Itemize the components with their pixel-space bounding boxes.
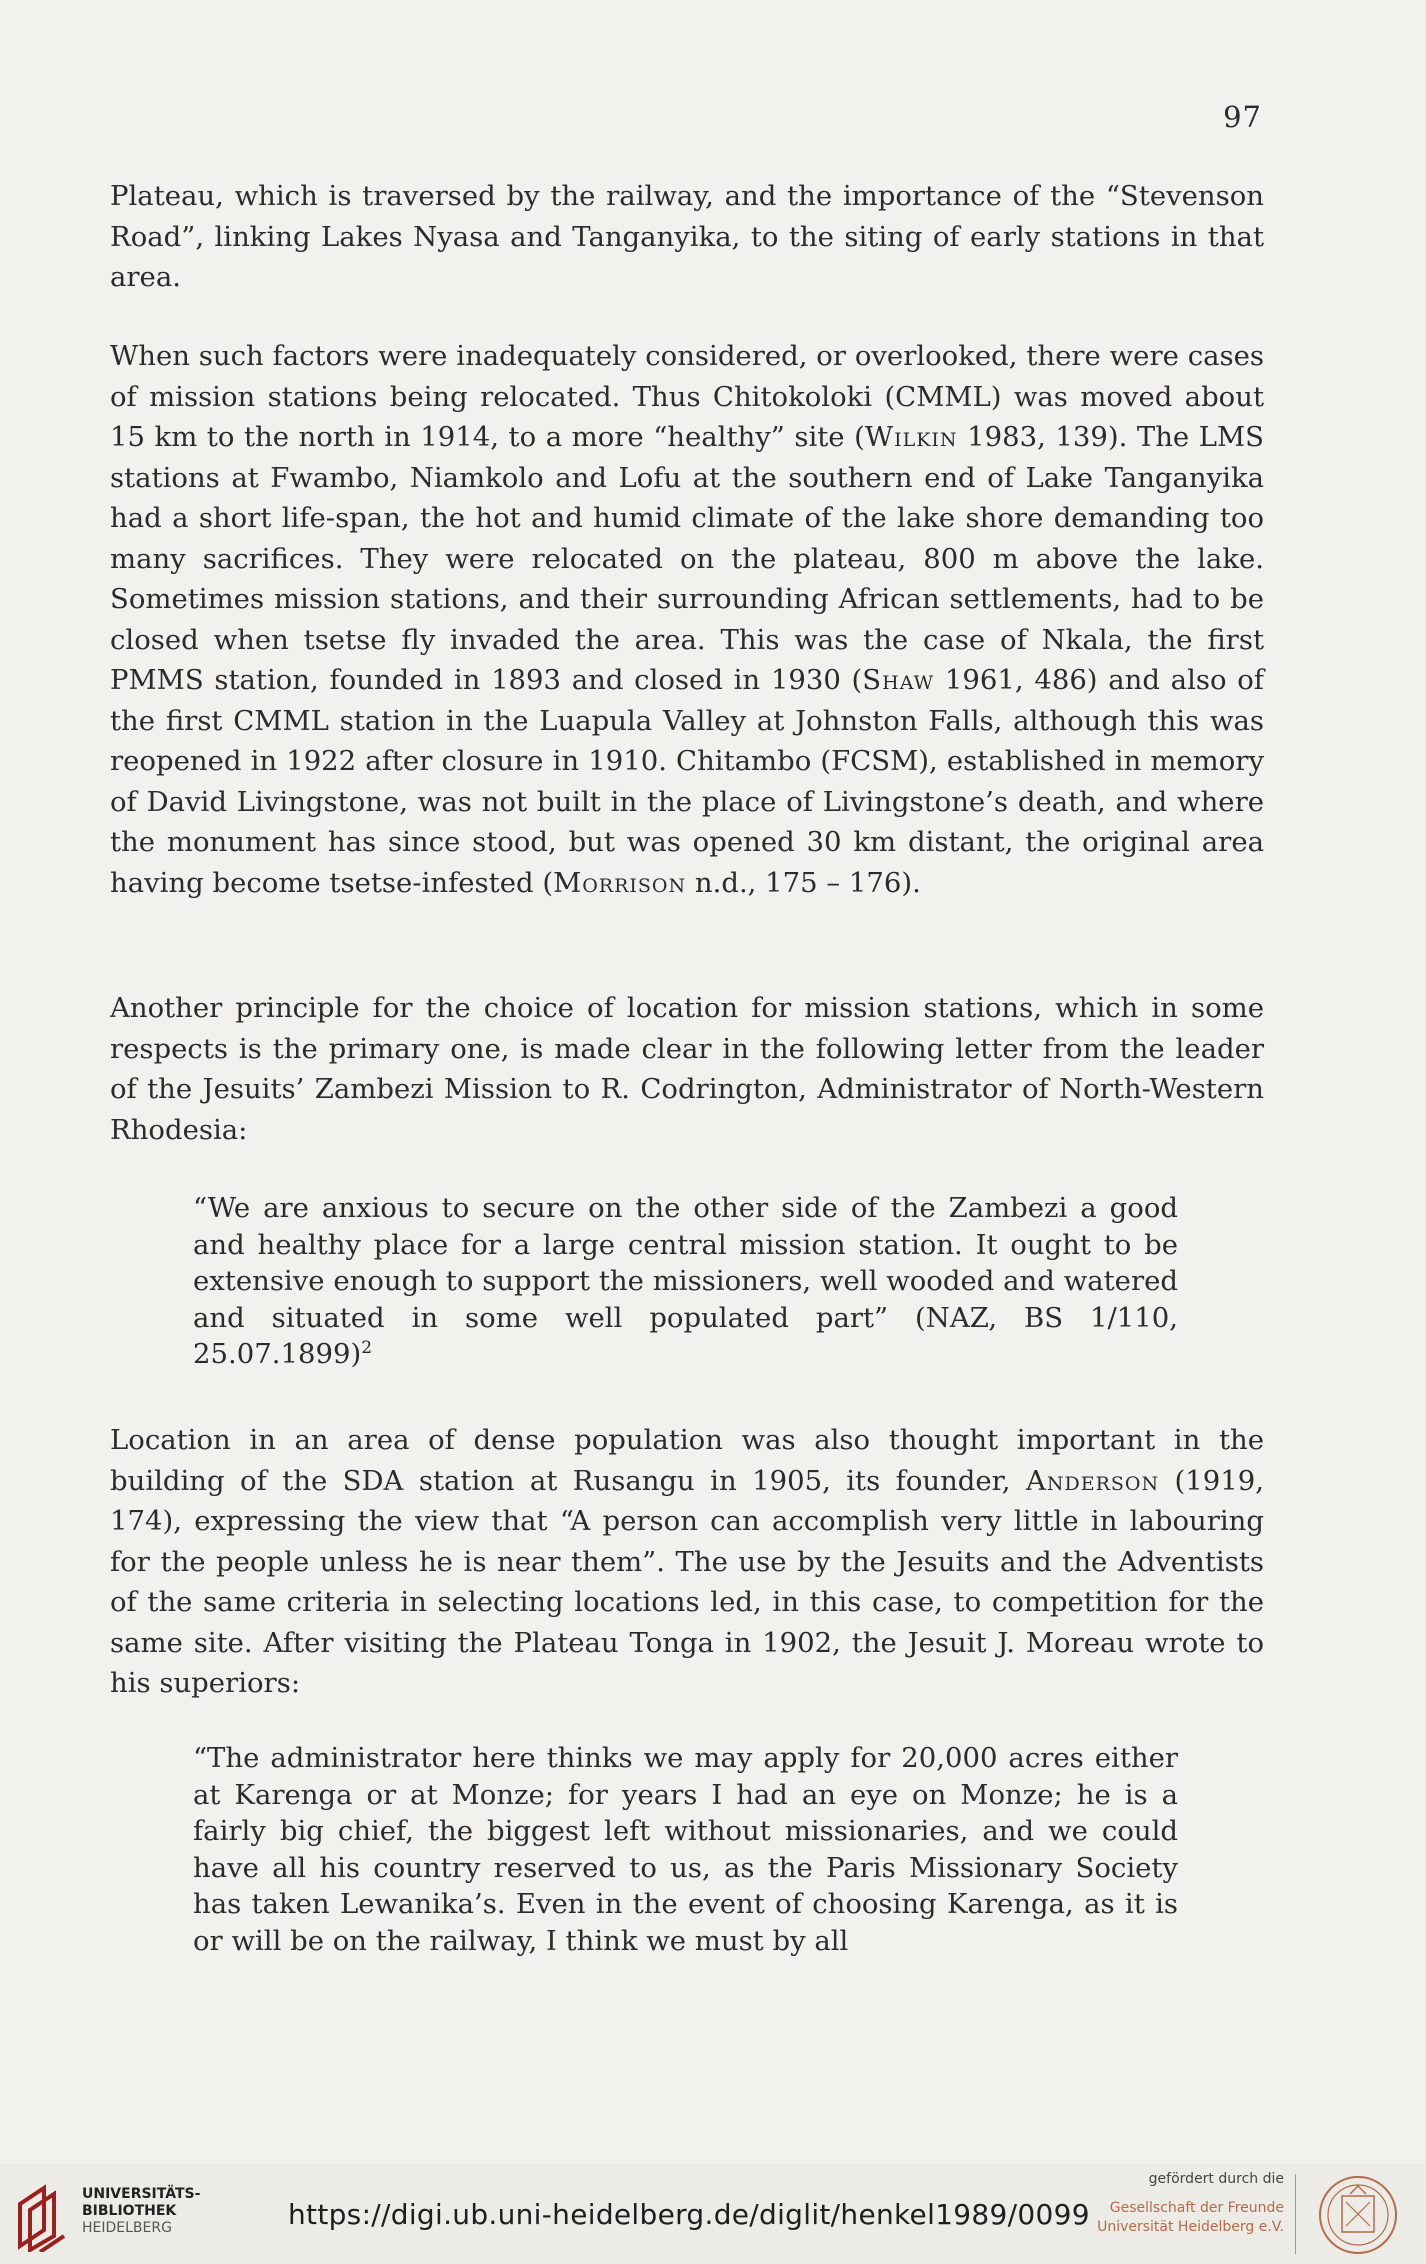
seal-icon[interactable] [1298, 2172, 1418, 2258]
ub-logo-icon[interactable] [14, 2182, 70, 2252]
sponsor-org-line2: Universität Heidelberg e.V. [1097, 2219, 1284, 2235]
author-morrison: Morrison [553, 866, 687, 899]
permalink-url[interactable]: https://digi.ub.uni-heidelberg.de/diglit/henkel1989/0099 [288, 2198, 1090, 2231]
library-name-line1: UNIVERSITÄTS- [82, 2186, 201, 2202]
footer-divider [1295, 2174, 1296, 2254]
library-name-line3: HEIDELBERG [82, 2220, 172, 2236]
author-wilkin: Wilkin [864, 421, 958, 453]
sponsor-credit[interactable] [1097, 2170, 1284, 2237]
digitization-footer [0, 2164, 1426, 2264]
block-quote-1 [193, 1190, 1178, 1373]
library-name[interactable] [82, 2186, 200, 2237]
paragraph-4 [110, 1420, 1264, 1704]
footnote-marker[interactable]: 2 [361, 1337, 373, 1358]
paragraph-2-text-c: 1961, 486) and also of the first CMML station in the Luapula Valley at Johnston Falls, although this was reopened in 1922 after closure in 1910. Chitambo (FCSM), established in memory of David Livingstone, was not built in the place of Livingstone’s death, and where the monument has since stood, but was opened 30 km distant, the original area having become tsetse-infested ( [110, 664, 1264, 899]
paragraph-2 [110, 336, 1264, 903]
paragraph-4-text-a: Location in an area of dense population was also thought important in the building of the SDA station at Rusangu in 1905, its founder, [110, 1424, 1264, 1497]
paragraph-1: Plateau, which is traversed by the railway, and the importance of the “Stevenson Road”, linking Lakes Nyasa and Tanganyika, to the siting of early stations in that area. [110, 180, 1264, 293]
page-number: 97 [1223, 100, 1262, 134]
sponsor-org-line1: Gesellschaft der Freunde [1109, 2200, 1284, 2216]
block-quote-1-text: “We are anxious to secure on the other side of the Zambezi a good and healthy place for a large central mission station. It ought to be extensive enough to support the missioners, well wooded and watered and situated in some well populated part” (NAZ, BS 1/110, 25.07.1899) [193, 1192, 1178, 1370]
sponsor-by: gefördert durch die [1148, 2171, 1284, 2187]
paragraph-2-text-a: When such factors were inadequately considered, or overlooked, there were cases of mission stations being relocated. Thus Chitokoloki (CMML) was moved about 15 km to the north in 1914, to a more “healthy” site ( [110, 340, 1264, 453]
author-anderson: Anderson [1025, 1464, 1160, 1497]
paragraph-4-text-b: (1919, 174), expressing the view that “A person can accomplish very little in labouring for the people unless he is near them”. The use by the Jesuits and the Adventists of the same criteria in selecting locations led, in this case, to competition for the same site. After visiting the Plateau Tonga in 1902, the Jesuit J. Moreau wrote to his superiors: [110, 1464, 1264, 1699]
author-shaw: Shaw [862, 664, 935, 696]
paragraph-2-text-b: 1983, 139). The LMS stations at Fwambo, Niamkolo and Lofu at the southern end of Lake Tanganyika had a short life-span, the hot and humid climate of the lake shore demanding too many sacrifices. They were relocated on the plateau, 800 m above the lake. Sometimes mission stations, and their surrounding African settlements, had to be closed when tsetse fly invaded the area. This was the case of Nkala, the first PMMS station, founded in 1893 and closed in 1930 ( [110, 421, 1264, 696]
paragraph-3: Another principle for the choice of location for mission stations, which in some respects is the primary one, is made clear in the following letter from the leader of the Jesuits’ Zambezi Mission to R. Codrington, Administrator of North-Western Rhodesia: [110, 992, 1264, 1146]
library-name-line2: BIBLIOTHEK [82, 2203, 177, 2219]
paragraph-2-text-d: n.d., 175 – 176). [686, 866, 921, 899]
block-quote-2: “The administrator here thinks we may apply for 20,000 acres either at Karenga or at Monze; for years I had an eye on Monze; he is a fairly big chief, the biggest left without missionaries, and we could have all his country reserved to us, as the Paris Missionary Society has taken Lewanika’s. Even in the event of choosing Karenga, as it is or will be on the railway, I think we must by all [193, 1742, 1178, 1957]
